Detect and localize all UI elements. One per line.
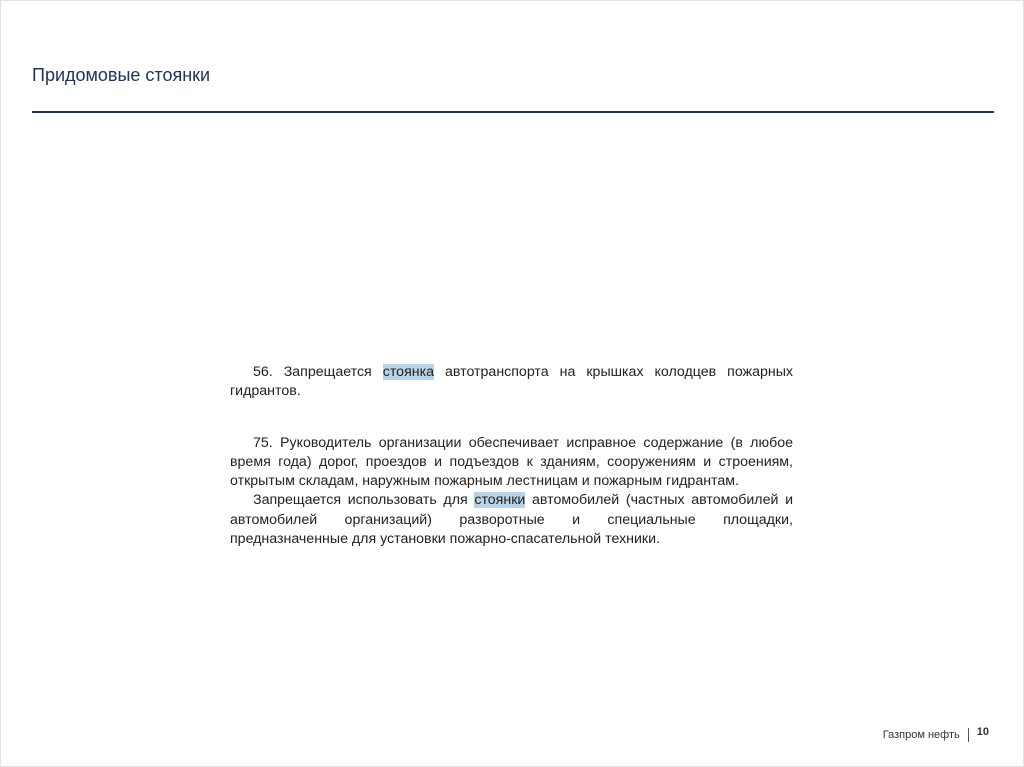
paragraph-75-continued-before: Запрещается использовать для xyxy=(253,492,475,509)
footer-divider xyxy=(968,728,969,742)
paragraph-56-after: автотранспорта на крышках колодцев пожарных гидрантов. xyxy=(230,364,793,400)
company-name: Газпром нефть xyxy=(882,729,960,741)
slide-footer xyxy=(883,728,989,742)
paragraph-56 xyxy=(230,363,793,402)
highlighted-term: стоянка xyxy=(382,364,434,380)
paragraph-75-continued-after: автомобилей (частных автомобилей и автомобилей организаций) разворотные и специальные площадки, предназначенные для установки пожарно-спасательной техники. xyxy=(230,492,794,548)
highlighted-term: стоянки xyxy=(474,492,526,509)
slide-title: Придомовые стоянки xyxy=(32,65,211,85)
title-divider xyxy=(32,111,994,113)
page-number: 10 xyxy=(976,726,989,738)
paragraph-75-continued xyxy=(230,491,793,549)
paragraph-75: 75. Руководитель организации обеспечивает исправное содержание (в любое время года) дорог, проездов и подъездов к зданиям, сооружениям и строениям, открытым складам, наружным пожарным лестницам и пожарным гидрантам. xyxy=(230,434,793,490)
document-excerpt xyxy=(230,363,793,549)
paragraph-56-before: 56. Запрещается xyxy=(253,364,383,380)
